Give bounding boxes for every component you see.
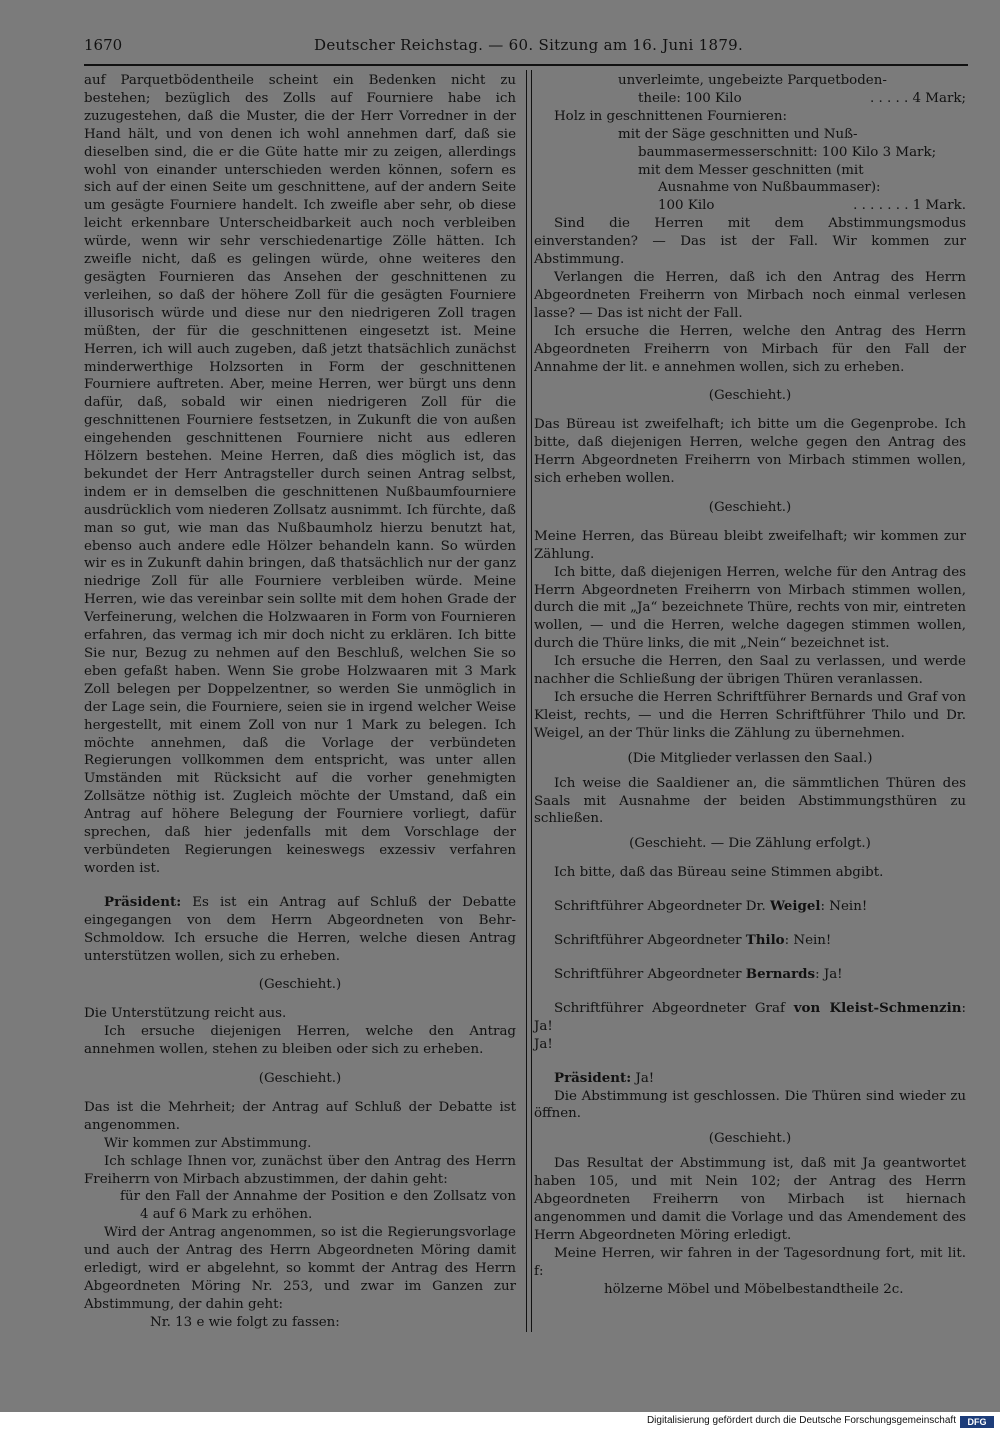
paragraph: Sind die Herren mit dem Abstimmungsmodus einverstanden? — Das ist der Fall. Wir kommen zur Abstimmung. [534, 216, 966, 268]
secretary-name: von Kleist-Schmenzin [793, 999, 962, 1016]
left-column [84, 72, 516, 1332]
paragraph: Meine Herren, das Büreau bleibt zweifelhaft; wir kommen zur Zählung. [534, 528, 966, 562]
funding-credit: Digitalisierung gefördert durch die Deutsche Forschungsgemeinschaft [646, 1415, 956, 1426]
paragraph: Ich ersuche die Herren Schriftführer Bernards und Graf von Kleist, rechts, — und die Herren Schriftführer Thilo und Dr. Weigel, an der Thür links die Zählung zu übernehmen. [534, 690, 966, 741]
paragraph: Ja! [534, 1036, 553, 1052]
paragraph: Das Büreau ist zweifelhaft; ich bitte um die Gegenprobe. Ich bitte, daß diejenigen Herren, welche gegen den Antrag des Herrn Abgeordneten Freiherrn von Mirbach stimmen wollen, sich erheben wollen. [534, 417, 966, 487]
paragraph: Wir kommen zur Abstimmung. [104, 1135, 312, 1151]
footer-bar [0, 1412, 1000, 1432]
paragraph: Die Abstimmung ist geschlossen. Die Thüren sind wieder zu öffnen. [534, 1088, 966, 1122]
paragraph: Ich ersuche diejenigen Herren, welche den Antrag annehmen wollen, stehen zu bleiben oder sich zu erheben. [84, 1024, 516, 1058]
paragraph: Das Resultat der Abstimmung ist, daß mit Ja geantwortet haben 105, und mit Nein 102; der Antrag des Herrn Abgeordneten Freiherrn von Mirbach ist hiernach angenommen und damit die Vorlage und das Amendement des Herrn Abgeordneten Möring erledigt. [534, 1156, 966, 1243]
paragraph: Ich ersuche die Herren, den Saal zu verlassen, und werde nachher die Schließung der übrigen Thüren veranlassen. [534, 654, 966, 688]
motion-text: für den Fall der Annahme der Position e den Zollsatz von 4 auf 6 Mark zu erhöhen. [120, 1189, 516, 1223]
paragraph: Ich bitte, daß das Büreau seine Stimmen abgibt. [554, 865, 884, 881]
tariff-line: Holz in geschnittenen Fournieren: [554, 108, 787, 124]
paragraph: Ich ersuche die Herren, welche den Antrag des Herrn Abgeordneten Freiherrn von Mirbach für den Fall der Annahme der lit. e annehmen wollen, sich zu erheben. [534, 323, 966, 375]
stage-direction: (Geschieht.) [258, 977, 342, 993]
secretary-vote: Schriftführer Abgeordneter Bernards: Ja! [554, 965, 843, 982]
speaker-label: Präsident: [554, 1069, 632, 1086]
paragraph: Verlangen die Herren, daß ich den Antrag des Herrn Abgeordneten Freiherrn von Mirbach noch einmal verlesen lasse? — Das ist nicht der Fall. [534, 269, 966, 321]
tariff-line: unverleimte, ungebeizte Parquetboden- [618, 73, 887, 88]
president-speech [84, 894, 516, 966]
dfg-logo: DFG [960, 1416, 994, 1428]
paragraph: Meine Herren, wir fahren in der Tagesordnung fort, mit lit. f: [534, 1245, 966, 1279]
paragraph: Ich bitte, daß diejenigen Herren, welche für den Antrag des Herrn Abgeordneten Freiherrn von Mirbach stimmen wollen, durch die mit „Ja“ bezeichnete Thüre, rechts von mir, eintreten wollen, — und die Herren, welche dagegen stimmen wollen, durch die Thüre links, die mit „Nein“ bezeichnet ist. [534, 564, 966, 652]
paragraph: Wird der Antrag angenommen, so ist die Regierungsvorlage und auch der Antrag des Herrn Abgeordneten Möring damit erledigt, wird er abgelehnt, so kommt der Antrag des Herrn Abgeordneten Möring Nr. 253, und zwar im Ganzen zur Abstimmung, der dahin geht: [84, 1225, 516, 1312]
tariff-rate: . . . . . 4 Mark; [869, 90, 966, 106]
tariff-rate: . . . . . . . 1 Mark. [853, 198, 966, 214]
paragraph: Ich weise die Saaldiener an, die sämmtlichen Thüren des Saals mit Ausnahme der beiden Abstimmungsthüren zu schließen. [534, 775, 966, 827]
right-column [534, 72, 966, 1298]
secretary-name: Bernards [745, 965, 816, 982]
paragraph: Die Unterstützung reicht aus. [84, 1006, 287, 1022]
tariff-line: baummasermesserschnitt: 100 Kilo 3 Mark; [638, 144, 937, 160]
page-number: 1670 [84, 36, 123, 54]
tariff-line: Ausnahme von Nußbaummaser): [658, 180, 881, 196]
tariff-line: mit dem Messer geschnitten (mit [638, 162, 864, 178]
tariff-item: theile: 100 Kilo [638, 90, 742, 106]
paragraph: Das ist die Mehrheit; der Antrag auf Schluß der Debatte ist angenommen. [84, 1099, 516, 1133]
speaker-label: Präsident: [104, 893, 182, 910]
stage-direction: (Geschieht. — Die Zählung erfolgt.) [629, 836, 871, 852]
paragraph: auf Parquetbödentheile scheint ein Bedenken nicht zu bestehen; bezüglich des Zolls auf Fourniere habe ich zuzugestehen, daß die Muster, die der Herr Vorredner in der Hand hält, und von denen ich wohl annehmen darf, daß sie dieselben sind, die er die Güte hatte mir zu zeigen, allerdings wohl von einander unterschieden werden können, sofern es sich auf der einen Seite um geschnittene, auf der andern Seite um gesägte Fourniere handelt. Ich zweifle aber sehr, ob diese leicht erkennbare Unterscheidbarkeit auch noch verbleiben würde, wenn wir sehr verschiedenartige Zölle hätten. Ich zweifle nicht, daß es gelingen würde, ohne weiteres den gesägten Fournieren das Ansehen der geschnittenen zu verleihen, so daß der höhere Zoll für die gesägten Fourniere illusorisch würde und diese nur den niedrigeren Zoll tragen müßten, der für die geschnittenen eingesetzt ist. Meine Herren, ich will auch zugeben, daß jetzt thatsächlich zunächst minderwerthige Holzsorten in Form der geschnittenen Fourniere auftreten. Aber, meine Herren, wer bürgt uns denn dafür, daß, sobald wir einen niedrigeren Zoll für die geschnittenen Fourniere festsetzen, in Zukunft die von außen eingehenden geschnittenen Fourniere nicht aus edleren Hölzern bestehen. Meine Herren, daß dies möglich ist, das bekundet der Herr Antragsteller durch seinen Antrag selbst, indem er in demselben die geschnittenen Nußbaumfourniere ausdrücklich vom niederen Zollsatz ausnimmt. Ich fürchte, daß man so gut, wie man das Nußbaumholz hierzu benutzt hat, ebenso auch andere edle Hölzer behandeln kann. So würden wir es in Zukunft dahin bringen, daß thatsächlich nur der ganz niedrige Zoll für alle Fourniere verbleiben würde. Meine Herren, wie das vereinbar sein sollte mit dem hohen Grade der Verfeinerung, welchen die Holzwaaren in Form von Fournieren erfahren, das vermag ich mir doch nicht zu erklären. Ich bitte Sie nur, Bezug zu nehmen auf den Beschluß, welchen Sie so eben gefaßt haben. Wenn Sie grobe Holzwaaren mit 3 Mark Zoll belegen per Doppelzentner, so werden Sie unmöglich in der Lage sein, die Fourniere, seien sie in irgend welcher Weise hergestellt, mit einem Zoll von nur 1 Mark zu belegen. Ich möchte annehmen, daß die Vorlage der verbündeten Regierungen vollkommen dem entspricht, was unter allen Umständen mit Rücksicht auf die vorher genehmigten Zollsätze nöthig ist. Zugleich möchte der Umstand, daß ein Antrag auf höhere Belegung der Fourniere vorliegt, dafür sprechen, daß hier jedenfalls mit dem Vorschlage der verbündeten Regierungen keineswegs exzessiv verfahren worden ist. [84, 73, 516, 876]
tariff-line: mit der Säge geschnitten und Nuß- [618, 126, 858, 142]
tariff-line [534, 90, 966, 108]
secretary-vote: Schriftführer Abgeordneter Dr. Weigel: Nein! [554, 898, 868, 915]
running-title: Deutscher Reichstag. — 60. Sitzung am 16. Juni 1879. [314, 36, 744, 54]
tariff-item: 100 Kilo [658, 198, 715, 214]
secretary-name: Weigel [769, 898, 821, 915]
president-speech: Präsident: Ja! [554, 1069, 655, 1086]
page-header [84, 36, 964, 62]
stage-direction: (Geschieht.) [258, 1071, 342, 1087]
stage-direction: (Geschieht.) [708, 1131, 792, 1147]
stage-direction: (Die Mitglieder verlassen den Saal.) [627, 750, 873, 766]
tariff-line [534, 197, 966, 215]
header-rule [84, 64, 968, 66]
stage-direction: (Geschieht.) [708, 388, 792, 404]
secretary-vote: Schriftführer Abgeordneter Thilo: Nein! [554, 932, 832, 949]
column-divider [526, 70, 532, 1332]
secretary-name: Thilo [745, 932, 785, 949]
stage-direction: (Geschieht.) [708, 499, 792, 515]
paragraph: Es ist ein Antrag auf Schluß der Debatte eingegangen von dem Herrn Abgeordneten von Behr-Schmoldow. Ich ersuche die Herren, welche diesen Antrag unterstützen wollen, sich zu erheben. [84, 894, 517, 964]
paragraph: Ich schlage Ihnen vor, zunächst über den Antrag des Herrn Freiherrn von Mirbach abzustimmen, der dahin geht: [84, 1153, 516, 1187]
paragraph: hölzerne Möbel und Möbelbestandtheile 2c. [604, 1281, 904, 1297]
paragraph: Nr. 13 e wie folgt zu fassen: [150, 1314, 340, 1330]
secretary-vote: Schriftführer Abgeordneter Graf von Kleist-Schmenzin: Ja! [534, 999, 966, 1034]
